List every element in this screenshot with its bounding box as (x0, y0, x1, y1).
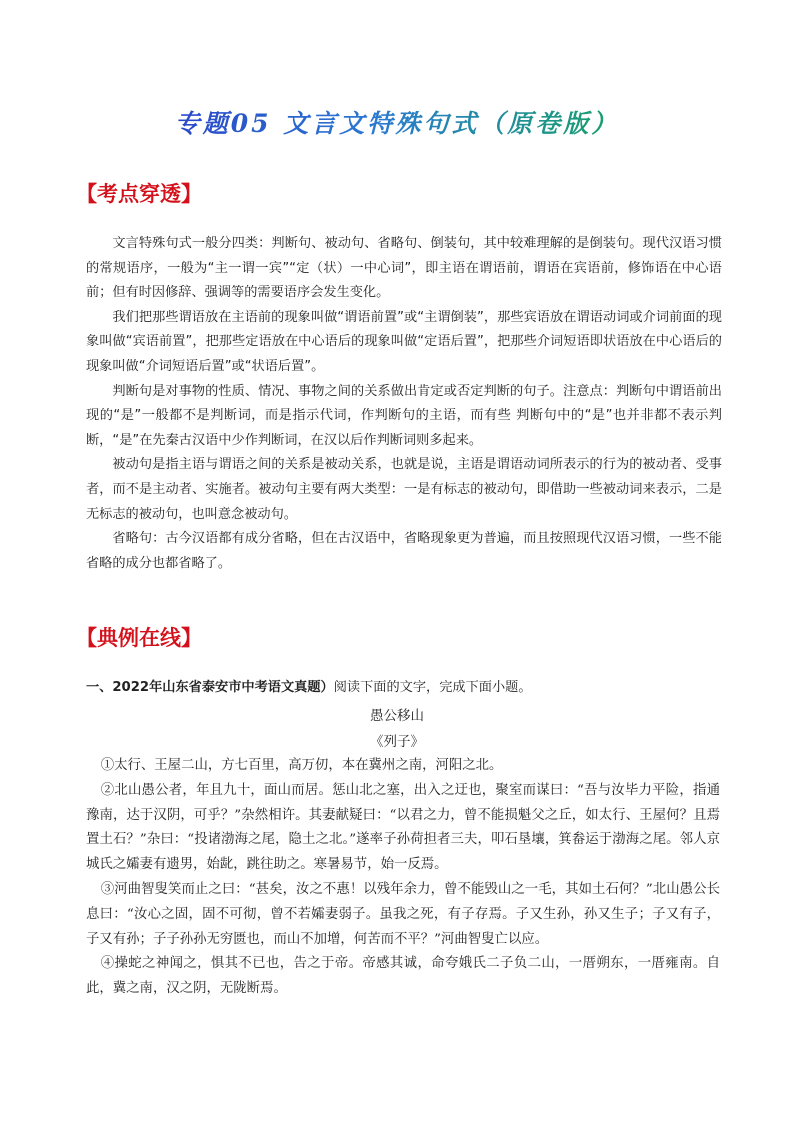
paragraph: 省略句：古今汉语都有成分省略，但在古汉语中，省略现象更为普遍，而且按照现代汉语习惯，一些不能省略的成分也都省略了。 (86, 531, 722, 571)
paragraph: 被动句是指主语与谓语之间的关系是被动关系，也就是说，主语是谓语动词所表示的行为的被动者、受事者，而不是主动者、实施者。被动句主要有两大类型：一是有标志的被动句，即借助一些被动词来表示，二是无标志的被动句，也叫意念被动句。 (86, 457, 722, 522)
passage-paragraph: ③河曲智叟笑而止之曰：“甚矣，汝之不惠！以残年余力，曾不能毁山之一毛，其如土石何？”北山愚公长息曰：“汝心之固，固不可彻，曾不若孀妻弱子。虽我之死，有子存焉。子又生孙，孙又生子；子又有子，子又有孙；子子孙孙无穷匮也，而山不加增，何苦而不平？”河曲智叟亡以应。 (86, 881, 720, 947)
question-stem (86, 677, 726, 699)
page-title: 专题05 文言文特殊句式（原卷版） (174, 109, 620, 138)
passage-paragraph: ①太行、王屋二山，方七百里，高万仞，本在冀州之南，河阳之北。 (100, 758, 503, 773)
paragraph: 我们把那些谓语放在主语前的现象叫做“谓语前置”或“主谓倒装”，那些宾语放在谓语动词或介词前面的现象叫做“宾语前置”，把那些定语放在中心语后的现象叫做“定语后置”，把那些介词短语即状语放在中心语后的现象叫做“介词短语后置”或“状语后置”。 (86, 309, 722, 374)
question-instruction: 阅读下面的文字，完成下面小题。 (333, 680, 532, 695)
passage-paragraph: ②北山愚公者，年且九十，面山而居。惩山北之塞，出入之迂也，聚室而谋曰：“吾与汝毕力平险，指通豫南，达于汉阴，可乎？”杂然相许。其妻献疑曰：“以君之力，曾不能损魁父之丘，如太行、王屋何？且焉置土石？”杂曰：“投诸渤海之尾，隐土之北。”遂率子孙荷担者三夫，叩石垦壤，箕畚运于渤海之尾。邻人京城氏之孀妻有遗男，始龀，跳往助之。寒暑易节，始一反焉。 (86, 782, 720, 873)
paragraph: 判断句是对事物的性质、情况、事物之间的关系做出肯定或否定判断的句子。注意点：判断句中谓语前出现的“是”一般都不是判断词，而是指示代词，作判断句的主语，而有些 判断句中的“是”也并非都不表示判断，“是”在先秦古汉语中少作判断词，在汉以后作判断词则多起来。 (86, 383, 722, 448)
passage-paragraph: ④操蛇之神闻之，惧其不已也，告之于帝。帝感其诚，命夸娥氏二子负二山，一厝朔东，一厝雍南。自此，冀之南，汉之阴，无陇断焉。 (86, 956, 720, 997)
section-heading-exam-points: 【考点穿透】 (76, 182, 202, 206)
classical-passage (86, 754, 720, 1002)
question-source: 一、2022年山东省泰安市中考语文真题） (86, 680, 334, 695)
passage-author: 《列子》 (370, 734, 424, 750)
intro-paragraphs (86, 232, 722, 576)
paragraph: 文言特殊句式一般分四类：判断句、被动句、省略句、倒装句，其中较难理解的是倒装句。现代汉语习惯的常规语序，一般为“主一谓一宾”“定（状）一中心词”，即主语在谓语前，谓语在宾语前，修饰语在中心语前；但有时因修辞、强调等的需要语序会发生变化。 (86, 236, 722, 301)
section-heading-examples: 【典例在线】 (76, 626, 202, 650)
passage-title: 愚公移山 (370, 708, 424, 724)
